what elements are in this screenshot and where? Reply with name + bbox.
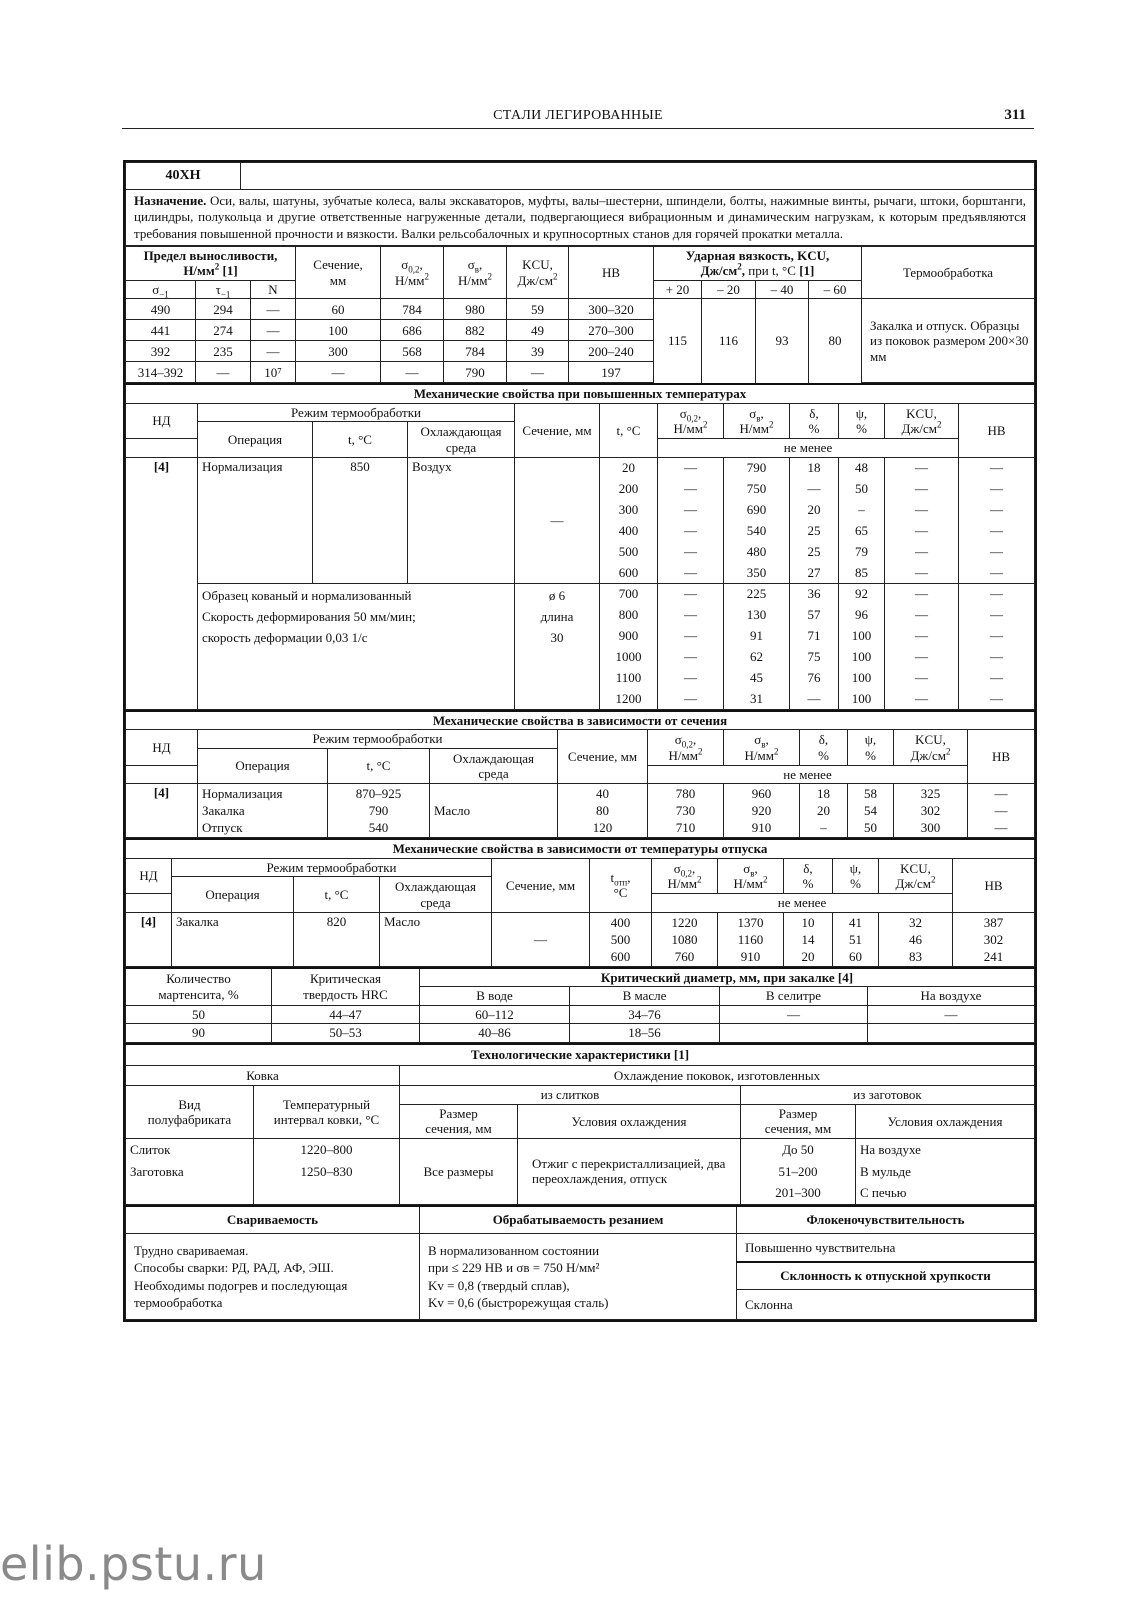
table-row (126, 299, 1035, 320)
cell: 400 (600, 520, 658, 541)
steel-sheet (123, 160, 1037, 1322)
cell: — (296, 362, 381, 383)
sv-values: 1370 1160 910 (718, 912, 784, 966)
martensite-header: Количество мартенсита, % (126, 968, 272, 1006)
billets-header: из заготовок (741, 1086, 1035, 1105)
hb-header: HB (968, 730, 1035, 784)
cell: 980 (444, 299, 507, 320)
hb-header: HB (953, 858, 1035, 912)
psi-header: ψ, % (839, 403, 885, 439)
section-header: Сечение, мм (492, 858, 590, 912)
critical-diameter-header: Критический диаметр, мм, при закалке [4] (420, 968, 1035, 987)
operation-header: Операция (198, 748, 328, 784)
cell: — (885, 583, 959, 604)
cell: — (959, 604, 1035, 625)
min-label: не менее (658, 439, 959, 458)
impact-value: 80 (809, 299, 862, 383)
operation-header: Операция (172, 877, 294, 913)
cell: — (720, 1005, 868, 1024)
impact-temp: – 20 (702, 280, 756, 299)
cell: 96 (839, 604, 885, 625)
totp-values: 400 500 600 (590, 912, 652, 966)
sections: 40 80 120 (558, 784, 648, 838)
machinability-line: Kv = 0,8 (твердый сплав), (428, 1277, 570, 1293)
cell: 71 (790, 625, 839, 646)
cell: 100 (296, 320, 381, 341)
cooling: Масло (380, 912, 492, 966)
cell: 60–112 (420, 1005, 570, 1024)
cell: 75 (790, 646, 839, 667)
cell: Слиток (126, 1138, 254, 1160)
cell: 36 (790, 583, 839, 604)
cell: — (885, 562, 959, 583)
cell: — (959, 646, 1035, 667)
impact-value: 116 (702, 299, 756, 383)
nd-blank (126, 765, 198, 784)
cell: — (381, 362, 444, 383)
psi-values: 58 54 50 (848, 784, 894, 838)
kcu-header: KCU, $Дж/см^2$ (885, 403, 959, 439)
cell: 490 (126, 299, 196, 320)
cell: 48 (839, 457, 885, 478)
cell: 85 (839, 562, 885, 583)
cell: 31 (724, 688, 790, 709)
ingot-size: Все размеры (400, 1138, 518, 1204)
psi-header: ψ, % (833, 858, 879, 894)
cell: До 50 (741, 1138, 856, 1160)
flake-header: Флокеночувствительность (737, 1206, 1035, 1234)
machinability-line: В нормализованном состоянии (428, 1242, 600, 1258)
cell: — (885, 604, 959, 625)
temperature: 850 (313, 457, 408, 583)
cell: 790 (724, 457, 790, 478)
cell: 130 (724, 604, 790, 625)
cell: 201–300 (741, 1182, 856, 1204)
delta-values: 18 20 – (800, 784, 848, 838)
cell: 900 (600, 625, 658, 646)
s02-header: $\sigma_{0,2}$, $Н/мм^2$ (648, 730, 724, 766)
cell (254, 1182, 400, 1204)
cell: — (885, 646, 959, 667)
cell: 270–300 (569, 320, 654, 341)
table-row (126, 583, 1035, 604)
table-row (126, 784, 1035, 838)
s02-header: $\sigma_{0,2}$, $Н/мм^2$ (658, 403, 724, 439)
hb-header: HB (959, 403, 1035, 457)
purpose-text: Оси, валы, шатуны, зубчатые колеса, валы экскаваторов, муфты, валы–шестерни, шпиндели, болты, нажимные винты, рычаги, штоки, борштанги, цилиндры, полукольца и другие ответственные нагруженные детали, подвергающиеся вибрационным и динамическим нагрузкам, к которым предъявляются требования повышенной прочности и вязкости. Валки рельсобалочных и крупносортных станов для горячей прокатки металла. (134, 193, 1026, 241)
section-title: Механические свойства в зависимости от температуры отпуска (126, 839, 1035, 858)
cell: — (885, 478, 959, 499)
operation: Закалка (172, 912, 294, 966)
interval-header: Температурный интервал ковки, °С (254, 1086, 400, 1139)
sv-header: $\sigma_в$, $Н/мм^2$ (724, 730, 800, 766)
cell: — (658, 604, 724, 625)
weldability: Трудно свариваемая. Способы сварки: РД, РАД, АФ, ЭШ. Необходимы подогрев и последующая термообработка (126, 1234, 420, 1320)
cell: 44–47 (272, 1005, 420, 1024)
cell: 690 (724, 499, 790, 520)
cell: — (658, 457, 724, 478)
operations: Нормализация Закалка Отпуск (198, 784, 328, 838)
cell: — (658, 562, 724, 583)
hb-values: 387 302 241 (953, 912, 1035, 966)
cell: 60 (296, 299, 381, 320)
sv-header: $\sigma_в$, $Н/мм^2$ (718, 858, 784, 894)
impact-value: 93 (756, 299, 809, 383)
cell: — (885, 520, 959, 541)
cell: 200–240 (569, 341, 654, 362)
nd-header: НД (126, 730, 198, 766)
cell: — (885, 688, 959, 709)
cell (126, 1182, 254, 1204)
tech-table (125, 1043, 1035, 1205)
totp-header: $t_{отп}$, °С (590, 858, 652, 912)
kcu-header: KCU, $Дж/см^2$ (507, 246, 569, 299)
cell: 45 (724, 667, 790, 688)
cell: 65 (839, 520, 885, 541)
kcu-values: 325 302 300 (894, 784, 968, 838)
cooling-header: Охлаждающая среда (408, 422, 515, 458)
cell: 62 (724, 646, 790, 667)
delta-header: δ, % (784, 858, 833, 894)
temperature: 820 (294, 912, 380, 966)
cell (868, 1024, 1035, 1043)
cell: 27 (790, 562, 839, 583)
impact-temp: + 20 (654, 280, 702, 299)
s02-values: 780 730 710 (648, 784, 724, 838)
by-section-table (125, 710, 1035, 839)
weldability-header: Свариваемость (126, 1206, 420, 1234)
size-header: Размер сечения, мм (400, 1104, 518, 1138)
operation-header: Операция (198, 422, 313, 458)
section-title: Механические свойства в зависимости от сечения (126, 711, 1035, 730)
operation: Нормализация (198, 457, 313, 583)
t-header: t, °С (313, 422, 408, 458)
properties-table (125, 1205, 1035, 1321)
page-number: 311 (1004, 107, 1026, 123)
cell: 700 (600, 583, 658, 604)
temper-brittleness: Склонна (737, 1290, 1035, 1320)
sv-header: $\sigma_в$, $Н/мм^2$ (724, 403, 790, 439)
cell: 790 (444, 362, 507, 383)
s02-values: 1220 1080 760 (652, 912, 718, 966)
cell: 50 (839, 478, 885, 499)
cooling-header: Охлаждающая среда (430, 748, 558, 784)
cell: 686 (381, 320, 444, 341)
cell: С печью (856, 1182, 1035, 1204)
cell: — (959, 583, 1035, 604)
cell: — (885, 541, 959, 562)
cell: 500 (600, 541, 658, 562)
cell: 20 (790, 499, 839, 520)
cell: 49 (507, 320, 569, 341)
cell: 10⁷ (251, 362, 296, 383)
s02-header: $\sigma_{0,2}$, $Н/мм^2$ (381, 246, 444, 299)
sv-values: 960 920 910 (724, 784, 800, 838)
cell: 92 (839, 583, 885, 604)
heat-header: Термообработка (862, 246, 1035, 299)
temp-header: t, °С (600, 403, 658, 457)
section-header: Сечение, мм (515, 403, 600, 457)
page-header (122, 106, 1034, 129)
cell: 300–320 (569, 299, 654, 320)
cell: 50–53 (272, 1024, 420, 1043)
cell: 100 (839, 625, 885, 646)
cell: — (885, 625, 959, 646)
cell: 784 (444, 341, 507, 362)
cell: 79 (839, 541, 885, 562)
delta-header: δ, % (800, 730, 848, 766)
cell: 25 (790, 520, 839, 541)
table-row (126, 1005, 1035, 1024)
cell: 59 (507, 299, 569, 320)
cell: — (658, 625, 724, 646)
cell: — (885, 667, 959, 688)
hb-header: HB (569, 246, 654, 299)
ingot-conditions: Отжиг с перекристаллизацией, два переохлаждения, отпуск (518, 1138, 741, 1204)
cond-header: Условия охлаждения (856, 1104, 1035, 1138)
cell: — (658, 499, 724, 520)
temperatures: 870–925 790 540 (328, 784, 430, 838)
endurance-limit-header: Предел выносливости, $Н/мм^2$ [1] (126, 246, 296, 280)
nd-ref: [4] (126, 457, 198, 709)
section: — (515, 457, 600, 583)
cell: 197 (569, 362, 654, 383)
cell: На воздухе (856, 1138, 1035, 1160)
cell: 1250–830 (254, 1160, 400, 1182)
specimen-size: ø 6 длина 30 (515, 583, 600, 709)
tau-minus1-header: $\tau_{-1}$ (196, 280, 251, 299)
mode-header: Режим термообработки (198, 403, 515, 422)
critical-diameter-table (125, 967, 1035, 1043)
nd-header: НД (126, 858, 172, 894)
cell: — (251, 299, 296, 320)
cell: 294 (196, 299, 251, 320)
grade-label: 40ХН (126, 163, 241, 190)
table-row (126, 457, 1035, 478)
cell: — (658, 583, 724, 604)
cell: 40–86 (420, 1024, 570, 1043)
cell: — (658, 646, 724, 667)
medium-air: На воздухе (868, 987, 1035, 1006)
cell: — (658, 478, 724, 499)
cell: — (658, 541, 724, 562)
cell: — (959, 520, 1035, 541)
nd-header: НД (126, 403, 198, 439)
machinability-header: Обрабатываемость резанием (420, 1206, 737, 1234)
cell: 300 (600, 499, 658, 520)
cell: 540 (724, 520, 790, 541)
cell: — (658, 688, 724, 709)
cell (720, 1024, 868, 1043)
cooling: Воздух (408, 457, 515, 583)
by-temper-table (125, 838, 1035, 967)
cell: 100 (839, 667, 885, 688)
min-label: не менее (648, 765, 968, 784)
impact-header: Ударная вязкость, KCU, $Дж/см^2$, при t, °С [1] (654, 246, 862, 280)
cell: В мульде (856, 1160, 1035, 1182)
cell: 1000 (600, 646, 658, 667)
cell: 1100 (600, 667, 658, 688)
cell: — (959, 688, 1035, 709)
nd-blank (126, 894, 172, 913)
t-header: t, °С (294, 877, 380, 913)
machinability-line: Kv = 0,6 (быстрорежущая сталь) (428, 1295, 609, 1311)
high-temp-table (125, 383, 1035, 710)
grade-blank (241, 163, 1035, 190)
machinability-line: при ≤ 229 НВ и σв = 750 Н/мм² (428, 1260, 600, 1276)
forging-header: Ковка (126, 1066, 400, 1086)
ingots-header: из слитков (400, 1086, 741, 1105)
cell: — (959, 478, 1035, 499)
cell: — (790, 478, 839, 499)
cell: — (790, 688, 839, 709)
cell: — (868, 1005, 1035, 1024)
cell: Заготовка (126, 1160, 254, 1182)
flake-sensitivity: Повышенно чувствительна (737, 1234, 1035, 1262)
cell: — (959, 625, 1035, 646)
cell: 90 (126, 1024, 272, 1043)
cell: 200 (600, 478, 658, 499)
medium-saltpeter: В селитре (720, 987, 868, 1006)
cond-header: Условия охлаждения (518, 1104, 741, 1138)
t-header: t, °С (328, 748, 430, 784)
mode-header: Режим термообработки (198, 730, 558, 749)
section-header: Сечение, мм (296, 246, 381, 299)
cell: — (959, 667, 1035, 688)
endurance-table (125, 246, 1035, 384)
type-header: Вид полуфабриката (126, 1086, 254, 1139)
cell: 34–76 (570, 1005, 720, 1024)
grade-table (125, 162, 1035, 246)
purpose (126, 190, 1035, 246)
mode-header: Режим термообработки (172, 858, 492, 877)
cell: 392 (126, 341, 196, 362)
delta-header: δ, % (790, 403, 839, 439)
size-header: Размер сечения, мм (741, 1104, 856, 1138)
cell: 51–200 (741, 1160, 856, 1182)
watermark: elib.pstu.ru (0, 1537, 267, 1591)
running-title: СТАЛИ ЛЕГИРОВАННЫЕ (493, 108, 663, 123)
cell: 225 (724, 583, 790, 604)
cell: 800 (600, 604, 658, 625)
cell: 600 (600, 562, 658, 583)
temper-brittleness-header: Склонность к отпускной хрупкости (737, 1262, 1035, 1290)
cell: 20 (600, 457, 658, 478)
cell: 314–392 (126, 362, 196, 383)
cell: 57 (790, 604, 839, 625)
kcu-header: KCU, $Дж/см^2$ (894, 730, 968, 766)
table-row (126, 912, 1035, 966)
section-header: Сечение, мм (558, 730, 648, 784)
specimen-description: Образец кованый и нормализованный Скорость деформирования 50 мм/мин; скорость деформации 0,03 1/с (198, 583, 515, 709)
cell: — (507, 362, 569, 383)
cell: 568 (381, 341, 444, 362)
impact-temp: – 60 (809, 280, 862, 299)
medium-oil: В масле (570, 987, 720, 1006)
kcu-values: 32 46 83 (879, 912, 953, 966)
nd-ref: [4] (126, 912, 172, 966)
cell: — (251, 320, 296, 341)
cell: 750 (724, 478, 790, 499)
min-label: не менее (652, 894, 953, 913)
cell: 441 (126, 320, 196, 341)
impact-value: 115 (654, 299, 702, 383)
heat-treatment: Закалка и отпуск. Образцы из поковок размером 200×30 мм (862, 299, 1035, 383)
nd-blank (126, 439, 198, 458)
cell: — (959, 541, 1035, 562)
hb-values: — — — (968, 784, 1035, 838)
cooling-header: Охлаждающая среда (380, 877, 492, 913)
machinability (420, 1234, 737, 1320)
cell: 25 (790, 541, 839, 562)
cell: — (959, 562, 1035, 583)
section-title: Технологические характеристики [1] (126, 1044, 1035, 1066)
cell: 1200 (600, 688, 658, 709)
cell: — (658, 520, 724, 541)
cell: 100 (839, 646, 885, 667)
cell: 50 (126, 1005, 272, 1024)
section-title: Механические свойства при повышенных температурах (126, 384, 1035, 403)
cell: — (959, 499, 1035, 520)
cell: 274 (196, 320, 251, 341)
hrc-header: Критическая твердость HRC (272, 968, 420, 1006)
s02-header: $\sigma_{0,2}$, $Н/мм^2$ (652, 858, 718, 894)
medium-water: В воде (420, 987, 570, 1006)
cell: 784 (381, 299, 444, 320)
psi-values: 41 51 60 (833, 912, 879, 966)
cell: 480 (724, 541, 790, 562)
purpose-label: Назначение. (134, 193, 207, 208)
cell: 91 (724, 625, 790, 646)
sv-header: $\sigma_в$, $Н/мм^2$ (444, 246, 507, 299)
sigma-minus1-header: $\sigma_{-1}$ (126, 280, 196, 299)
section: — (492, 912, 590, 966)
cell: 18 (790, 457, 839, 478)
cell: — (885, 499, 959, 520)
cell: 1220–800 (254, 1138, 400, 1160)
cell: 300 (296, 341, 381, 362)
cell: 18–56 (570, 1024, 720, 1043)
nd-ref: [4] (126, 784, 198, 838)
n-header: N (251, 280, 296, 299)
cell: 350 (724, 562, 790, 583)
cell: — (658, 667, 724, 688)
cell: — (251, 341, 296, 362)
kcu-header: KCU, $Дж/см^2$ (879, 858, 953, 894)
cell: 235 (196, 341, 251, 362)
cell: 100 (839, 688, 885, 709)
cooling-medium: Масло (434, 803, 471, 819)
cell: — (885, 457, 959, 478)
cell: 882 (444, 320, 507, 341)
table-row (126, 1024, 1035, 1043)
cooling (430, 784, 558, 838)
cell: 39 (507, 341, 569, 362)
cell: – (839, 499, 885, 520)
delta-values: 10 14 20 (784, 912, 833, 966)
cell: 76 (790, 667, 839, 688)
cooling-header: Охлаждение поковок, изготовленных (400, 1066, 1035, 1086)
table-row (126, 1138, 1035, 1160)
psi-header: ψ, % (848, 730, 894, 766)
cell: — (196, 362, 251, 383)
cell: — (959, 457, 1035, 478)
impact-temp: – 40 (756, 280, 809, 299)
